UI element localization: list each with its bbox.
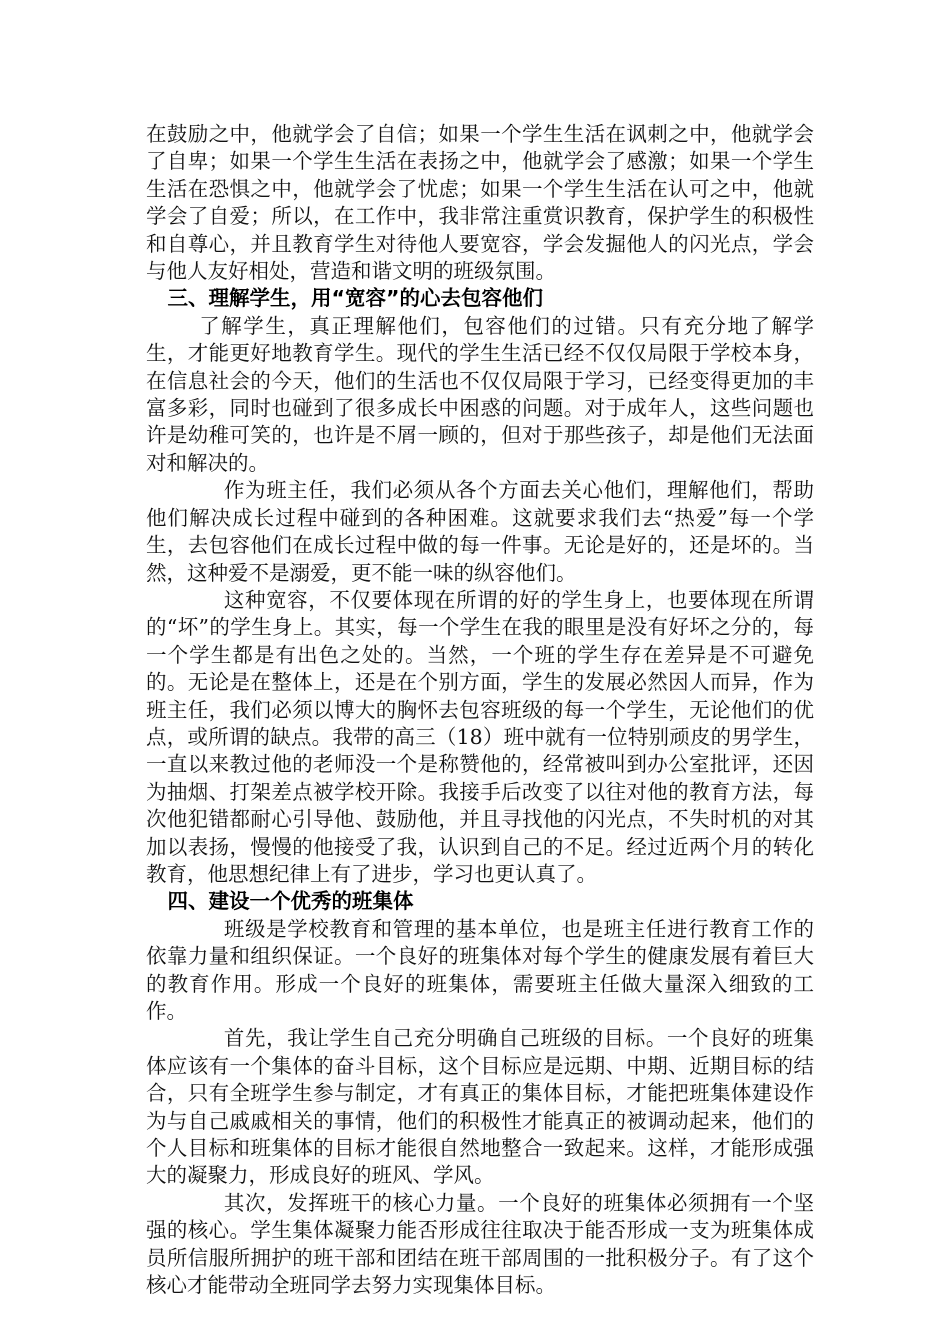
body-paragraph: 首先，我让学生自己充分明确自己班级的目标。一个良好的班集体应该有一个集体的奋斗目标，这个目标应是远期、中期、近期目标的结合，只有全班学生参与制定，才有真正的集体目标，才能把班集体建设作为与自己戚戚相关的事情，他们的积极性才能真正的被调动起来，他们的个人目标和班集体的目标才能很自然地整合一致起来。这样，才能形成强大的凝聚力，形成良好的班风、学风。 — [146, 1026, 814, 1188]
section-heading-3: 三、理解学生，用“宽容”的心去包容他们 — [167, 286, 543, 311]
section-heading-4: 四、建设一个优秀的班集体 — [167, 889, 414, 914]
body-paragraph: 了解学生，真正理解他们，包容他们的过错。只有充分地了解学生，才能更好地教育学生。现代的学生生活已经不仅仅局限于学校本身，在信息社会的今天，他们的生活也不仅仅局限于学习，已经变得更加的丰富多彩，同时也碰到了很多成长中困惑的问题。对于成年人，这些问题也许是幼稚可笑的，也许是不屑一顾的，但对于那些孩子，却是他们无法面对和解决的。 — [146, 313, 814, 475]
document-page — [146, 121, 814, 1299]
body-paragraph: 其次，发挥班干的核心力量。一个良好的班集体必须拥有一个坚强的核心。学生集体凝聚力能否形成往往取决于能否形成一支为班集体成员所信服所拥护的班干部和团结在班干部周围的一批积极分子。有了这个核心才能带动全班同学去努力实现集体目标。 — [146, 1190, 814, 1298]
body-paragraph: 作为班主任，我们必须从各个方面去关心他们，理解他们，帮助他们解决成长过程中碰到的各种困难。这就要求我们去“热爱”每一个学生，去包容他们在成长过程中做的每一件事。无论是好的，还是坏的。当然，这种爱不是溺爱，更不能一味的纵容他们。 — [146, 478, 814, 585]
body-paragraph: 班级是学校教育和管理的基本单位，也是班主任进行教育工作的依靠力量和组织保证。一个良好的班集体对每个学生的健康发展有着巨大的教育作用。形成一个良好的班集体，需要班主任做大量深入细致的工作。 — [146, 916, 814, 1023]
body-paragraph: 在鼓励之中，他就学会了自信；如果一个学生生活在讽刺之中，他就学会了自卑；如果一个学生生活在表扬之中，他就学会了感激；如果一个学生生活在恐惧之中，他就学会了忧虑；如果一个学生生活在认可之中，他就学会了自爱；所以，在工作中，我非常注重赏识教育，保护学生的积极性和自尊心，并且教育学生对待他人要宽容，学会发掘他人的闪光点，学会与他人友好相处，营造和谐文明的班级氛围。 — [146, 122, 814, 284]
body-paragraph: 这种宽容，不仅要体现在所谓的好的学生身上，也要体现在所谓的“坏”的学生身上。其实，每一个学生在我的眼里是没有好坏之分的，每一个学生都是有出色之处的。当然，一个班的学生存在差异是不可避免的。无论是在整体上，还是在个别方面，学生的发展必然因人而异，作为班主任，我们必须以博大的胸怀去包容班级的每一个学生，无论他们的优点，或所谓的缺点。我带的高三（18）班中就有一位特别顽皮的男学生，一直以来教过他的老师没一个是称赞他的，经常被叫到办公室批评，还因为抽烟、打架差点被学校开除。我接手后改变了以往对他的教育方法，每次他犯错都耐心引导他、鼓励他，并且寻找他的闪光点，不失时机的对其加以表扬，慢慢的他接受了我，认识到自己的不足。经过近两个月的转化教育，他思想纪律上有了进步，学习也更认真了。 — [146, 587, 814, 886]
